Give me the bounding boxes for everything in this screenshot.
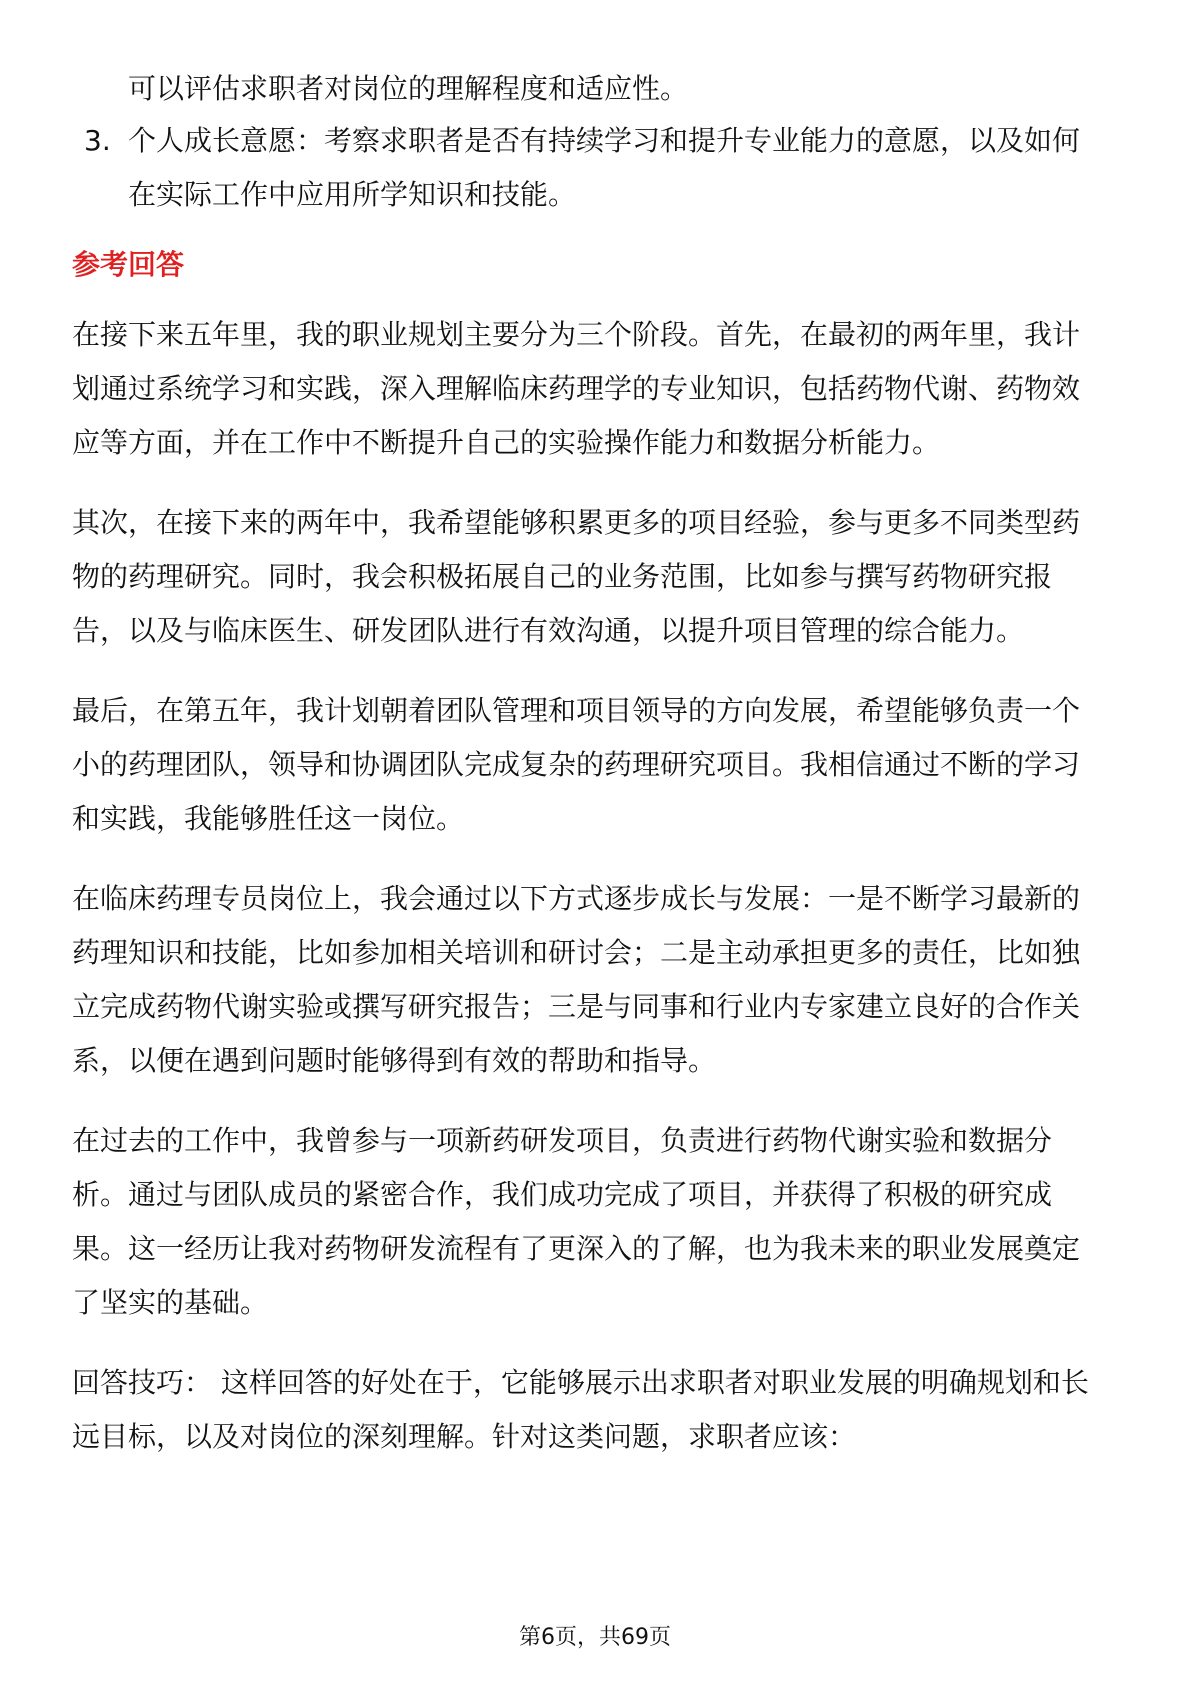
paragraph-1-line-1: 在接下来五年里，我的职业规划主要分为三个阶段。首先，在最初的两年里，我计 (72, 318, 1081, 351)
paragraph-2-line-1: 其次，在接下来的两年中，我希望能够积累更多的项目经验，参与更多不同类型药 (72, 506, 1081, 539)
paragraph-4-line-2: 药理知识和技能，比如参加相关培训和研讨会；二是主动承担更多的责任，比如独 (72, 936, 1081, 969)
paragraph-1-line-3: 应等方面，并在工作中不断提升自己的实验操作能力和数据分析能力。 (72, 426, 941, 459)
paragraph-3-line-3: 和实践，我能够胜任这一岗位。 (72, 802, 465, 835)
paragraph-4-line-3: 立完成药物代谢实验或撰写研究报告；三是与同事和行业内专家建立良好的合作关 (72, 990, 1081, 1023)
list-item-3-line-1: 个人成长意愿：考察求职者是否有持续学习和提升专业能力的意愿，以及如何 (128, 124, 1081, 157)
section-heading: 参考回答 (72, 248, 185, 281)
list-item-3-number: 3. (84, 124, 111, 157)
paragraph-1-line-2: 划通过系统学习和实践，深入理解临床药理学的专业知识，包括药物代谢、药物效 (72, 372, 1081, 405)
paragraph-6-line-1: 回答技巧： 这样回答的好处在于，它能够展示出求职者对职业发展的明确规划和长 (72, 1366, 1089, 1399)
paragraph-5-line-2: 析。通过与团队成员的紧密合作，我们成功完成了项目，并获得了积极的研究成 (72, 1178, 1053, 1211)
paragraph-4-line-4: 系，以便在遇到问题时能够得到有效的帮助和指导。 (72, 1044, 717, 1077)
paragraph-4-line-1: 在临床药理专员岗位上，我会通过以下方式逐步成长与发展：一是不断学习最新的 (72, 882, 1081, 915)
paragraph-5-line-1: 在过去的工作中，我曾参与一项新药研发项目，负责进行药物代谢实验和数据分 (72, 1124, 1053, 1157)
paragraph-3-line-1: 最后，在第五年，我计划朝着团队管理和项目领导的方向发展，希望能够负责一个 (72, 694, 1081, 727)
page-number-footer: 第6页，共69页 (519, 1625, 671, 1650)
paragraph-5-line-4: 了坚实的基础。 (72, 1286, 269, 1319)
paragraph-2-line-2: 物的药理研究。同时，我会积极拓展自己的业务范围，比如参与撰写药物研究报 (72, 560, 1053, 593)
paragraph-3-line-2: 小的药理团队，领导和协调团队完成复杂的药理研究项目。我相信通过不断的学习 (72, 748, 1081, 781)
list-item-3-line-2: 在实际工作中应用所学知识和技能。 (128, 178, 577, 211)
paragraph-2-line-3: 告，以及与临床医生、研发团队进行有效沟通，以提升项目管理的综合能力。 (72, 614, 1025, 647)
paragraph-6-line-2: 远目标，以及对岗位的深刻理解。针对这类问题，求职者应该： (72, 1420, 857, 1453)
list-item-2-continuation: 可以评估求职者对岗位的理解程度和适应性。 (128, 72, 689, 105)
paragraph-5-line-3: 果。这一经历让我对药物研发流程有了更深入的了解，也为我未来的职业发展奠定 (72, 1232, 1081, 1265)
